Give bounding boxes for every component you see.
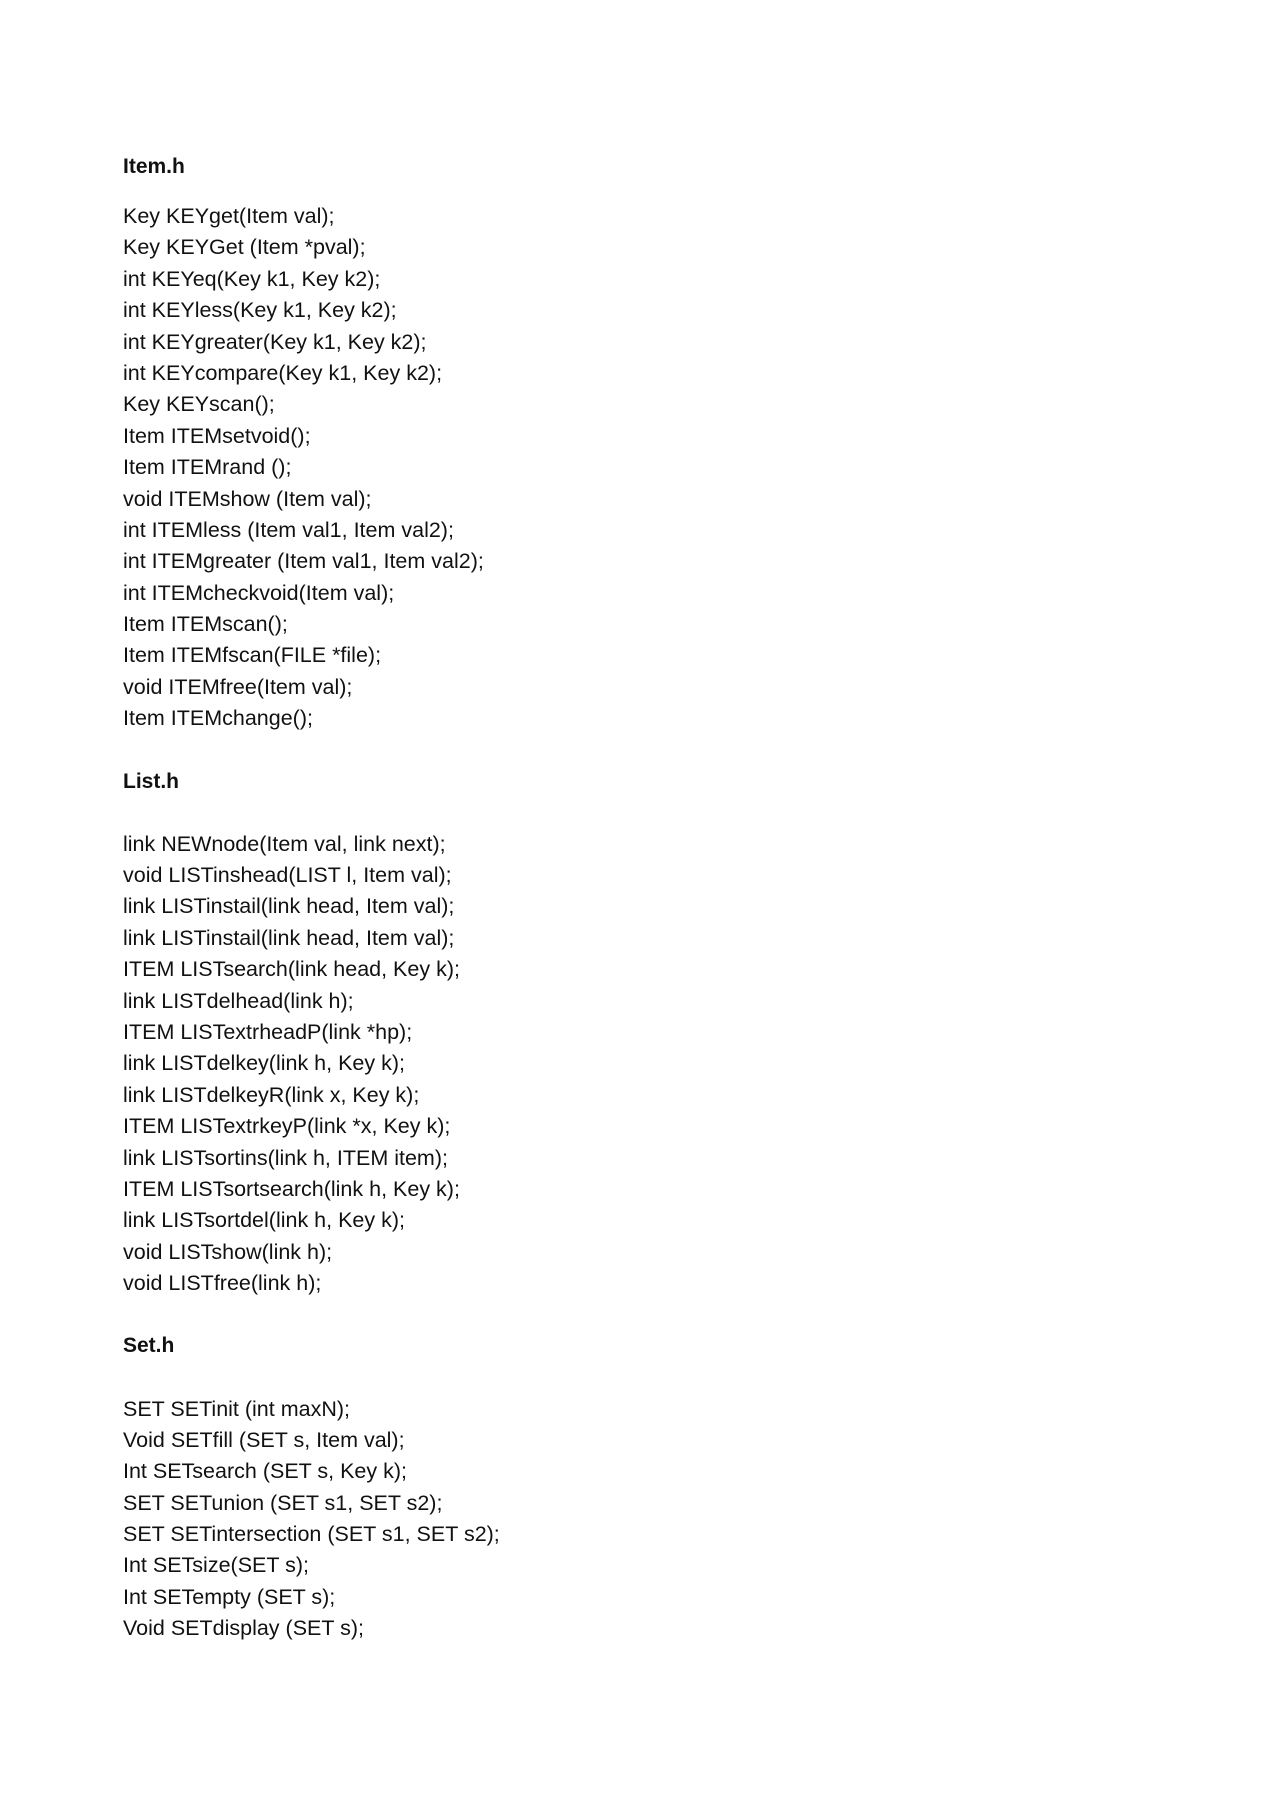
code-line: void LISTinshead(LIST l, Item val); [123,863,452,888]
code-line: link NEWnode(Item val, link next); [123,831,446,856]
code-line: Void SETdisplay (SET s); [123,1616,364,1641]
code-line: void LISTshow(link h); [123,1239,333,1264]
code-line: Item ITEMsetvoid(); [123,423,311,448]
spacer [123,1300,1123,1331]
code-line: int KEYeq(Key k1, Key k2); [123,266,381,291]
code-line: int ITEMgreater (Item val1, Item val2); [123,549,484,574]
code-line: int KEYcompare(Key k1, Key k2); [123,360,443,385]
code-line: Item ITEMrand (); [123,455,292,480]
code-line: SET SETintersection (SET s1, SET s2); [123,1522,500,1547]
code-line: Void SETfill (SET s, Item val); [123,1427,405,1452]
spacer [123,182,1123,201]
code-line: Int SETempty (SET s); [123,1584,336,1609]
section-set-h-lines [123,1394,1123,1645]
code-line: ITEM LISTsearch(link head, Key k); [123,957,460,982]
code-line: Key KEYget(Item val); [123,204,335,228]
code-line: ITEM LISTextrkeyP(link *x, Key k); [123,1114,451,1139]
code-line: void LISTfree(link h); [123,1271,322,1296]
code-line: Int SETsearch (SET s, Key k); [123,1459,407,1484]
code-line: SET SETunion (SET s1, SET s2); [123,1490,443,1515]
code-line: link LISTdelhead(link h); [123,988,354,1013]
spacer [123,1361,1123,1394]
section-list-h-lines [123,829,1123,1300]
code-line: Key KEYGet (Item *pval); [123,235,366,260]
section-heading-item-h: Item.h [123,155,185,178]
code-line: link LISTdelkey(link h, Key k); [123,1051,405,1076]
code-line: Item ITEMchange(); [123,706,313,731]
section-heading-set-h: Set.h [123,1333,175,1357]
code-line: link LISTdelkeyR(link x, Key k); [123,1082,420,1107]
code-line: Item ITEMscan(); [123,612,288,637]
code-line: int KEYless(Key k1, Key k2); [123,298,397,323]
code-line: ITEM LISTsortsearch(link h, Key k); [123,1176,460,1201]
code-line: Item ITEMfscan(FILE *file); [123,643,382,668]
code-line: Key KEYscan(); [123,392,275,417]
code-line: Int SETsize(SET s); [123,1553,309,1578]
code-line: int ITEMcheckvoid(Item val); [123,580,395,605]
code-line: link LISTinstail(link head, Item val); [123,894,455,919]
code-line: ITEM LISTextrheadP(link *hp); [123,1019,413,1044]
code-line: link LISTinstail(link head, Item val); [123,925,455,950]
code-line: link LISTsortins(link h, ITEM item); [123,1145,448,1170]
code-line: int ITEMless (Item val1, Item val2); [123,517,454,542]
document-content [123,152,1123,1645]
code-line: int KEYgreater(Key k1, Key k2); [123,329,427,354]
code-line: void ITEMshow (Item val); [123,486,372,511]
code-line: link LISTsortdel(link h, Key k); [123,1208,405,1233]
code-line: void ITEMfree(Item val); [123,674,353,699]
spacer [123,735,1123,767]
code-line: SET SETinit (int maxN); [123,1396,350,1421]
section-heading-list-h: List.h [123,769,179,793]
section-item-h-lines [123,201,1123,735]
spacer [123,797,1123,829]
